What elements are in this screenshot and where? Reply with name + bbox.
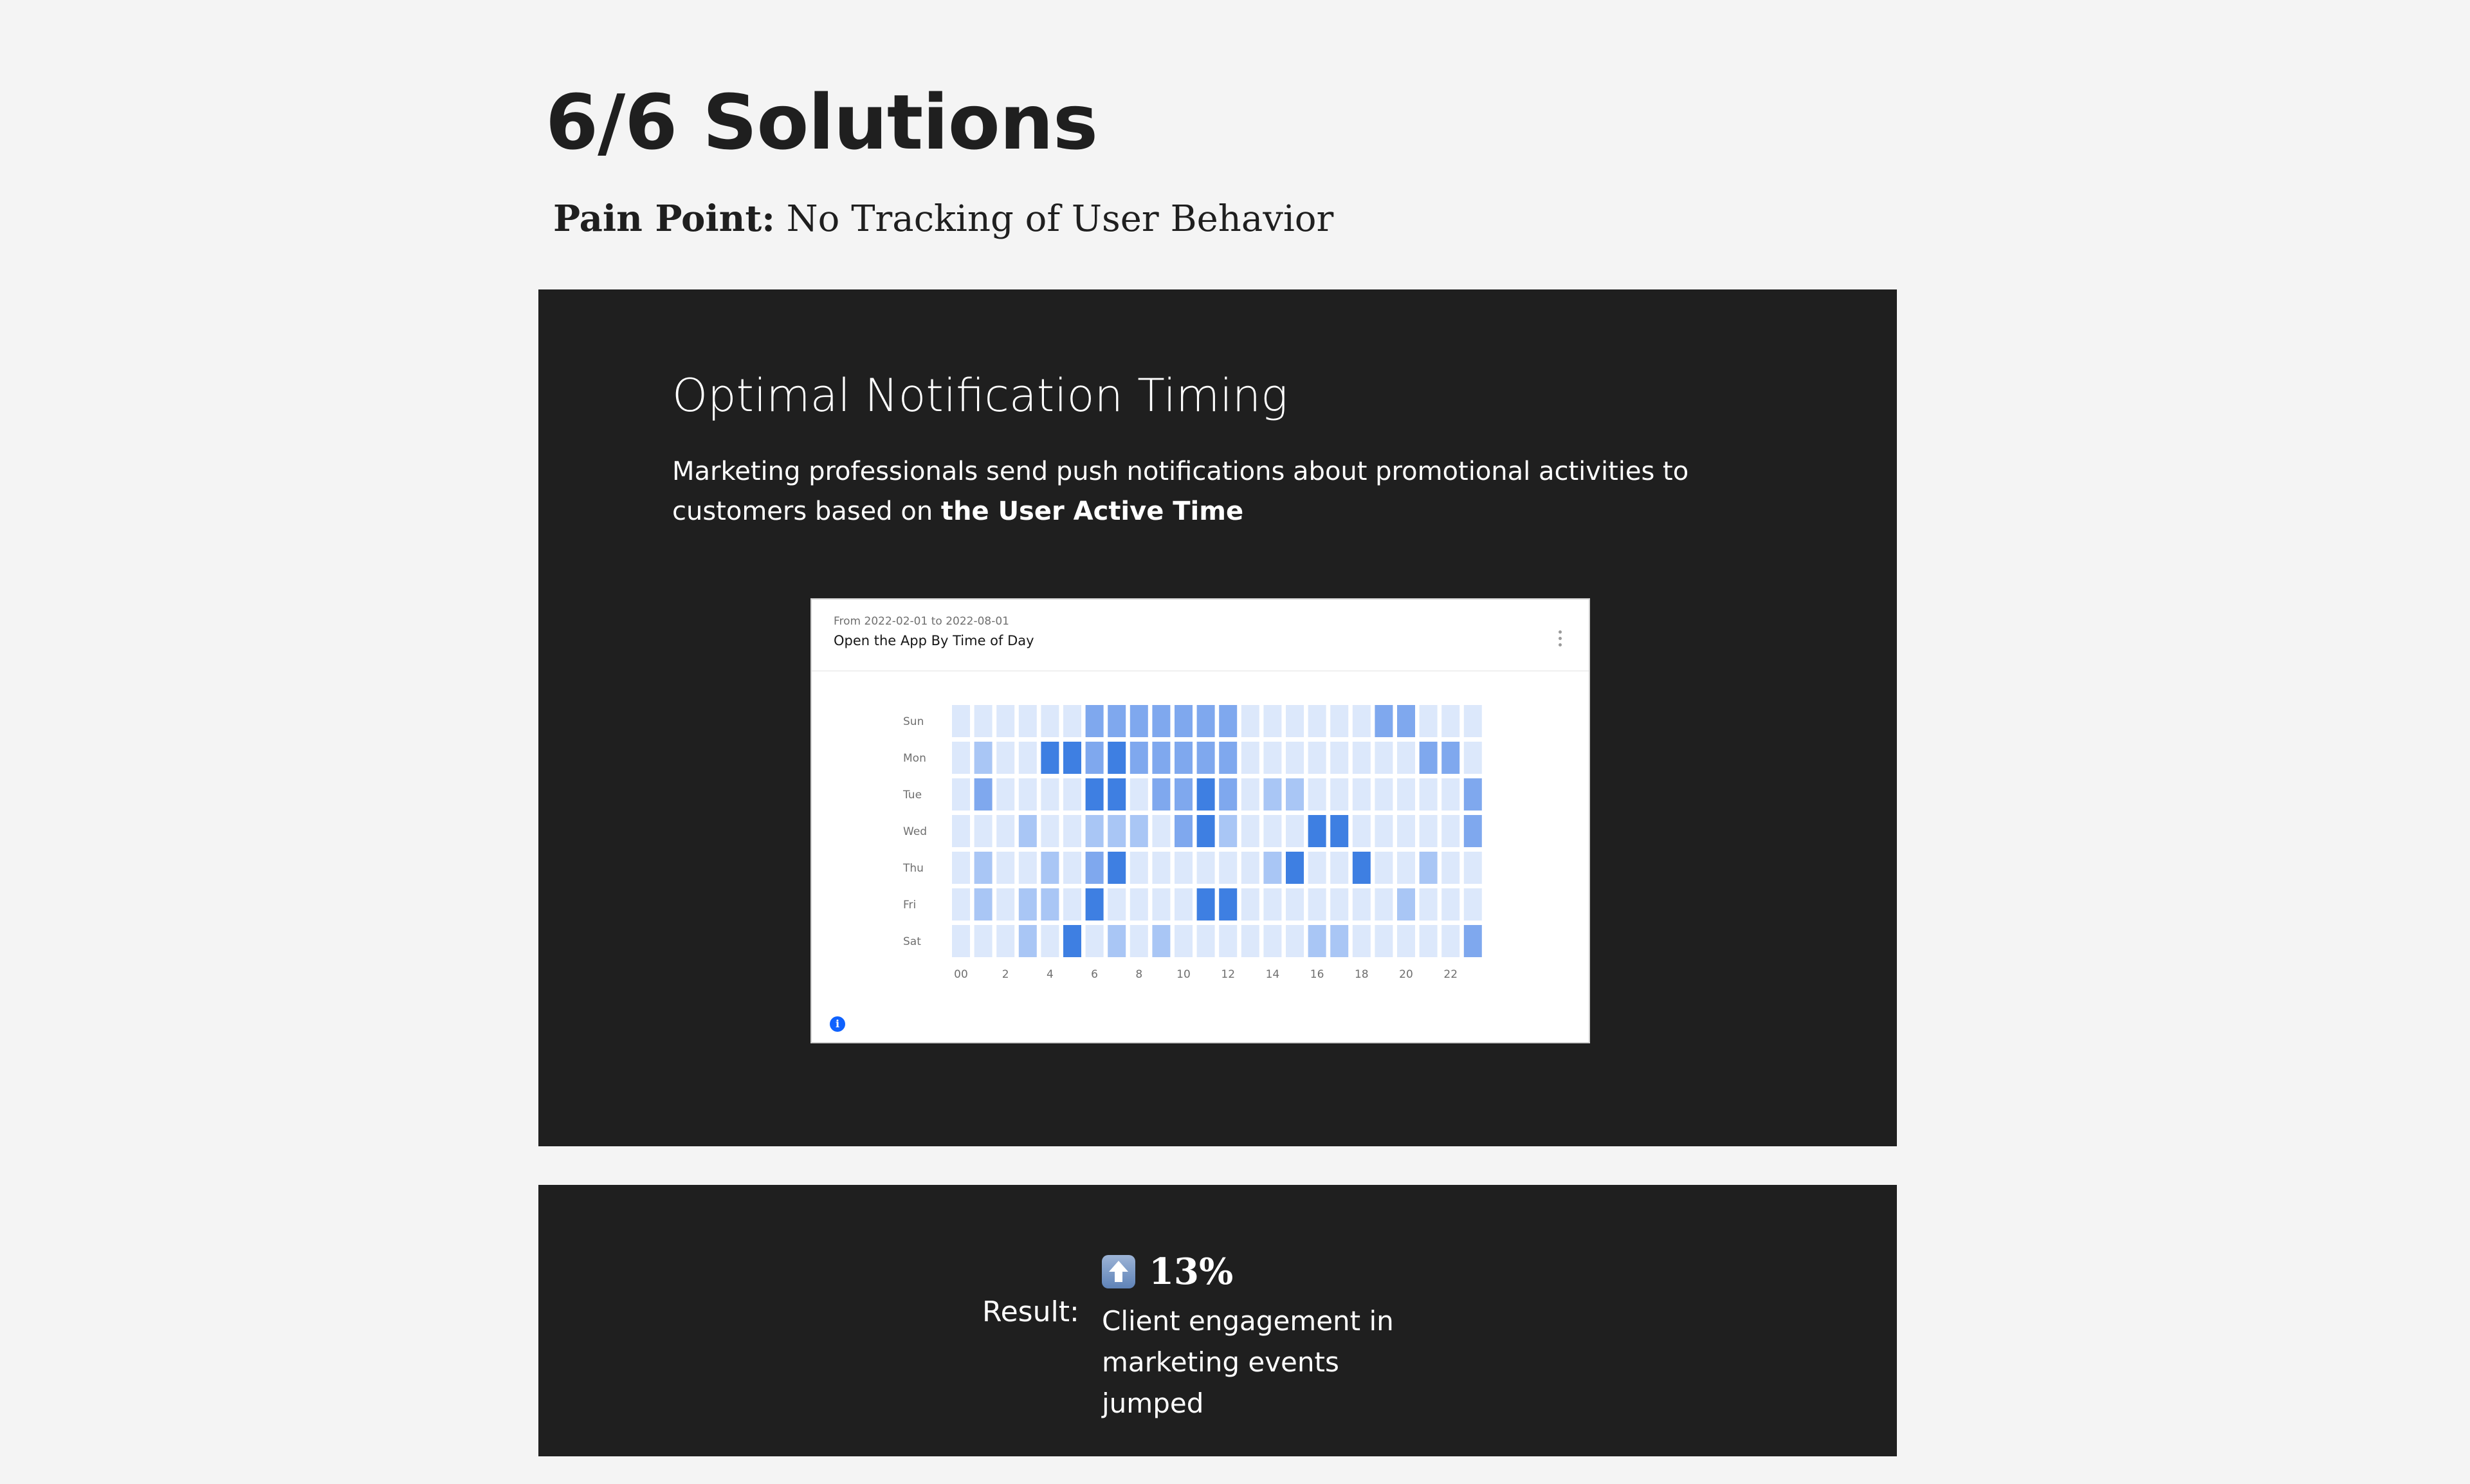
heatmap-cell[interactable]: [1464, 705, 1482, 737]
heatmap-cell[interactable]: [1286, 925, 1304, 957]
heatmap-cell[interactable]: [1353, 742, 1371, 774]
heatmap-cell[interactable]: [1219, 888, 1237, 921]
heatmap-cell[interactable]: [1175, 852, 1193, 884]
heatmap-cell[interactable]: [1353, 778, 1371, 811]
heatmap-cell[interactable]: [1241, 705, 1259, 737]
heatmap-cell[interactable]: [1420, 925, 1438, 957]
heatmap-cell[interactable]: [1175, 925, 1193, 957]
x-tick-label: 2: [1002, 968, 1009, 981]
description-text: Marketing professionals send push notifications about promotional activities to customers based on: [672, 457, 1689, 526]
heatmap-cell[interactable]: [1197, 888, 1215, 921]
heatmap-cell[interactable]: [952, 888, 970, 921]
heatmap-cell[interactable]: [1397, 742, 1415, 774]
heatmap-cell[interactable]: [1241, 815, 1259, 847]
heatmap-cell[interactable]: [1308, 778, 1326, 811]
heatmap-cell[interactable]: [1330, 742, 1348, 774]
heatmap-cell[interactable]: [974, 888, 993, 921]
heatmap-cell[interactable]: [1375, 705, 1393, 737]
heatmap-cell[interactable]: [1464, 925, 1482, 957]
heatmap-cell[interactable]: [1041, 925, 1059, 957]
heatmap-cell[interactable]: [1063, 742, 1081, 774]
heatmap-cell[interactable]: [996, 925, 1014, 957]
heatmap-cell[interactable]: [1464, 742, 1482, 774]
heatmap-cell[interactable]: [974, 742, 993, 774]
heatmap-cell[interactable]: [1108, 925, 1126, 957]
row-label-tue: Tue: [903, 789, 922, 802]
heatmap-cell[interactable]: [1263, 705, 1281, 737]
heatmap-cell[interactable]: [1420, 705, 1438, 737]
heatmap-cell[interactable]: [1241, 778, 1259, 811]
heatmap-cell[interactable]: [974, 778, 993, 811]
heatmap-cell[interactable]: [1019, 705, 1037, 737]
heatmap-cell[interactable]: [1286, 742, 1304, 774]
heatmap-cell[interactable]: [1130, 742, 1148, 774]
heatmap-cell[interactable]: [1308, 852, 1326, 884]
heatmap-cell[interactable]: [1286, 852, 1304, 884]
row-label-sun: Sun: [903, 715, 924, 728]
heatmap-cell[interactable]: [1464, 778, 1482, 811]
heatmap-cell[interactable]: [1152, 925, 1170, 957]
chart-date-range: From 2022-02-01 to 2022-08-01: [834, 615, 1009, 628]
x-tick-label: 16: [1310, 968, 1324, 981]
heatmap-cell[interactable]: [1152, 778, 1170, 811]
heatmap-cell[interactable]: [1219, 778, 1237, 811]
heatmap-cell[interactable]: [1197, 705, 1215, 737]
heatmap-cell[interactable]: [1019, 815, 1037, 847]
x-tick-label: 22: [1443, 968, 1458, 981]
heatmap-cell[interactable]: [952, 778, 970, 811]
heatmap-cell[interactable]: [1464, 815, 1482, 847]
heatmap-cell[interactable]: [1263, 778, 1281, 811]
up-arrow-icon: [1102, 1255, 1135, 1288]
heatmap-cell[interactable]: [996, 852, 1014, 884]
heatmap-cell[interactable]: [1108, 778, 1126, 811]
heatmap-cell[interactable]: [952, 742, 970, 774]
heatmap-cell[interactable]: [996, 815, 1014, 847]
heatmap-cell[interactable]: [1063, 815, 1081, 847]
heatmap-cell[interactable]: [1152, 852, 1170, 884]
heatmap-cell[interactable]: [1241, 925, 1259, 957]
heatmap-cell[interactable]: [1353, 852, 1371, 884]
heatmap-cell[interactable]: [1420, 742, 1438, 774]
heatmap-cell[interactable]: [1041, 705, 1059, 737]
heatmap-cell[interactable]: [952, 815, 970, 847]
x-tick-label: 6: [1091, 968, 1099, 981]
heatmap-cell[interactable]: [1041, 888, 1059, 921]
heatmap-cell[interactable]: [1375, 815, 1393, 847]
heatmap-cell[interactable]: [1041, 852, 1059, 884]
heatmap-cell[interactable]: [1152, 888, 1170, 921]
heatmap-cell[interactable]: [1019, 742, 1037, 774]
heatmap-cell[interactable]: [996, 778, 1014, 811]
heatmap-cell[interactable]: [952, 925, 970, 957]
heatmap-cell[interactable]: [952, 852, 970, 884]
heatmap-cell[interactable]: [1397, 852, 1415, 884]
heatmap-cell[interactable]: [1263, 815, 1281, 847]
heatmap-cell[interactable]: [1041, 742, 1059, 774]
x-tick-label: 18: [1354, 968, 1369, 981]
heatmap-cell[interactable]: [1441, 742, 1459, 774]
heatmap-cell[interactable]: [1197, 852, 1215, 884]
chart-title: Open the App By Time of Day: [834, 633, 1034, 648]
heatmap-cell[interactable]: [1063, 852, 1081, 884]
heatmap-cell[interactable]: [1397, 815, 1415, 847]
heatmap-cell[interactable]: [1108, 888, 1126, 921]
x-tick-label: 00: [954, 968, 968, 981]
heatmap-cell[interactable]: [1086, 888, 1104, 921]
heatmap-cell[interactable]: [1086, 815, 1104, 847]
heatmap-cell[interactable]: [1063, 705, 1081, 737]
heatmap-cell[interactable]: [996, 888, 1014, 921]
heatmap-cell[interactable]: [1130, 852, 1148, 884]
heatmap-cell[interactable]: [1397, 925, 1415, 957]
heatmap-cell[interactable]: [1063, 778, 1081, 811]
heatmap-cell[interactable]: [1330, 852, 1348, 884]
heatmap-cell[interactable]: [1330, 925, 1348, 957]
heatmap-cell[interactable]: [1219, 705, 1237, 737]
heatmap-cell[interactable]: [974, 852, 993, 884]
heatmap-cell[interactable]: [1086, 742, 1104, 774]
heatmap-cell[interactable]: [1019, 888, 1037, 921]
heatmap-cell[interactable]: [1308, 888, 1326, 921]
heatmap-cell[interactable]: [1130, 778, 1148, 811]
result-metric: [1102, 1249, 1233, 1294]
heatmap-cell[interactable]: [1041, 778, 1059, 811]
heatmap-cell[interactable]: [1353, 925, 1371, 957]
row-label-sat: Sat: [903, 935, 921, 948]
heatmap-cell[interactable]: [1375, 852, 1393, 884]
heatmap-cell[interactable]: [1420, 888, 1438, 921]
heatmap-cell[interactable]: [1263, 925, 1281, 957]
page-title: 6/6 Solutions: [545, 78, 1098, 167]
heatmap-cell[interactable]: [974, 925, 993, 957]
heatmap-cell[interactable]: [1375, 888, 1393, 921]
heatmap-cell[interactable]: [1286, 705, 1304, 737]
heatmap-cell[interactable]: [1330, 705, 1348, 737]
heatmap-cell[interactable]: [1019, 925, 1037, 957]
row-label-mon: Mon: [903, 752, 926, 765]
result-value: 13%: [1149, 1250, 1234, 1293]
heatmap-cell[interactable]: [1197, 742, 1215, 774]
heatmap-cell[interactable]: [1353, 705, 1371, 737]
x-tick-label: 12: [1221, 968, 1236, 981]
heatmap-cell[interactable]: [996, 705, 1014, 737]
heatmap-cell[interactable]: [1263, 852, 1281, 884]
section-description: [672, 452, 1779, 531]
heatmap-cell[interactable]: [1175, 778, 1193, 811]
heatmap-cell[interactable]: [1175, 742, 1193, 774]
heatmap-cell[interactable]: [1086, 778, 1104, 811]
heatmap-cell[interactable]: [1353, 888, 1371, 921]
heatmap-cell[interactable]: [1420, 815, 1438, 847]
heatmap-cell[interactable]: [1130, 705, 1148, 737]
heatmap-cell[interactable]: [1130, 815, 1148, 847]
heatmap-cell[interactable]: [1397, 705, 1415, 737]
heatmap-cell[interactable]: [1219, 852, 1237, 884]
heatmap-cell[interactable]: [1130, 888, 1148, 921]
heatmap-cell[interactable]: [1286, 815, 1304, 847]
heatmap-cell[interactable]: [1241, 888, 1259, 921]
heatmap-cell[interactable]: [1286, 778, 1304, 811]
heatmap-cell[interactable]: [1308, 815, 1326, 847]
heatmap-cell[interactable]: [1152, 742, 1170, 774]
heatmap-cell[interactable]: [1308, 925, 1326, 957]
heatmap-cell[interactable]: [1063, 925, 1081, 957]
heatmap-cell[interactable]: [1197, 778, 1215, 811]
heatmap-cell[interactable]: [1308, 705, 1326, 737]
heatmap-cell[interactable]: [974, 815, 993, 847]
heatmap-cell[interactable]: [1441, 705, 1459, 737]
heatmap-cell[interactable]: [1330, 778, 1348, 811]
heatmap-cell[interactable]: [1197, 925, 1215, 957]
heatmap-cell[interactable]: [1441, 815, 1459, 847]
heatmap-cell[interactable]: [1330, 888, 1348, 921]
heatmap-chart: [812, 600, 1589, 1042]
heatmap-cell[interactable]: [1019, 852, 1037, 884]
heatmap-cell[interactable]: [1175, 815, 1193, 847]
heatmap-cell[interactable]: [1086, 852, 1104, 884]
pain-point-text: No Tracking of User Behavior: [786, 198, 1334, 240]
heatmap-cell[interactable]: [1175, 705, 1193, 737]
heatmap-cell[interactable]: [1219, 742, 1237, 774]
heatmap-cell[interactable]: [1086, 705, 1104, 737]
heatmap-cell[interactable]: [1019, 778, 1037, 811]
heatmap-cell[interactable]: [1152, 815, 1170, 847]
heatmap-cell[interactable]: [1441, 888, 1459, 921]
heatmap-cell[interactable]: [1420, 852, 1438, 884]
section-title: Optimal Notification Timing: [672, 369, 1288, 422]
heatmap-cell[interactable]: [1375, 742, 1393, 774]
heatmap-cell[interactable]: [1241, 742, 1259, 774]
heatmap-cell[interactable]: [1063, 888, 1081, 921]
heatmap-cell[interactable]: [952, 705, 970, 737]
heatmap-cell[interactable]: [1464, 852, 1482, 884]
heatmap-cell[interactable]: [1330, 815, 1348, 847]
heatmap-cell[interactable]: [1152, 705, 1170, 737]
heatmap-cell[interactable]: [1175, 888, 1193, 921]
result-description: Client engagement in marketing events jumped: [1102, 1305, 1394, 1419]
heatmap-cell[interactable]: [1130, 925, 1148, 957]
heatmap-cell[interactable]: [996, 742, 1014, 774]
heatmap-cell[interactable]: [1197, 815, 1215, 847]
heatmap-cell[interactable]: [1353, 815, 1371, 847]
x-tick-label: 8: [1135, 968, 1143, 981]
x-tick-label: 4: [1046, 968, 1054, 981]
heatmap-cell[interactable]: [1397, 888, 1415, 921]
heatmap-cell[interactable]: [1308, 742, 1326, 774]
heatmap-cell[interactable]: [1420, 778, 1438, 811]
result-label: Result:: [982, 1296, 1079, 1328]
info-icon[interactable]: i: [830, 1016, 845, 1032]
row-label-thu: Thu: [903, 862, 924, 875]
heatmap-cell[interactable]: [1263, 742, 1281, 774]
chart-card: [810, 598, 1590, 1043]
heatmap-cell[interactable]: [1375, 778, 1393, 811]
pain-point-label: Pain Point:: [553, 197, 775, 240]
heatmap-cell[interactable]: [1441, 852, 1459, 884]
heatmap-cell[interactable]: [1041, 815, 1059, 847]
result-panel: [538, 1185, 1897, 1456]
heatmap-cell[interactable]: [1219, 925, 1237, 957]
heatmap-cell[interactable]: [1108, 742, 1126, 774]
heatmap-cell[interactable]: [1086, 925, 1104, 957]
solution-panel: [538, 289, 1897, 1146]
heatmap-cell[interactable]: [1397, 778, 1415, 811]
heatmap-cell[interactable]: [1108, 705, 1126, 737]
heatmap-cell[interactable]: [1286, 888, 1304, 921]
heatmap-cell[interactable]: [1219, 815, 1237, 847]
x-tick-label: 10: [1176, 968, 1191, 981]
description-highlight: the User Active Time: [940, 497, 1244, 526]
heatmap-cell[interactable]: [1263, 888, 1281, 921]
heatmap-cell[interactable]: [1241, 852, 1259, 884]
heatmap-cell[interactable]: [1464, 888, 1482, 921]
heatmap-cell[interactable]: [1375, 925, 1393, 957]
heatmap-cell[interactable]: [974, 705, 993, 737]
row-label-wed: Wed: [903, 825, 928, 838]
pain-point: [553, 193, 1333, 245]
heatmap-cell[interactable]: [1441, 778, 1459, 811]
heatmap-cell[interactable]: [1108, 852, 1126, 884]
x-tick-label: 20: [1399, 968, 1413, 981]
row-label-fri: Fri: [903, 899, 917, 911]
x-tick-label: 14: [1265, 968, 1280, 981]
heatmap-cell[interactable]: [1108, 815, 1126, 847]
heatmap-cell[interactable]: [1441, 925, 1459, 957]
